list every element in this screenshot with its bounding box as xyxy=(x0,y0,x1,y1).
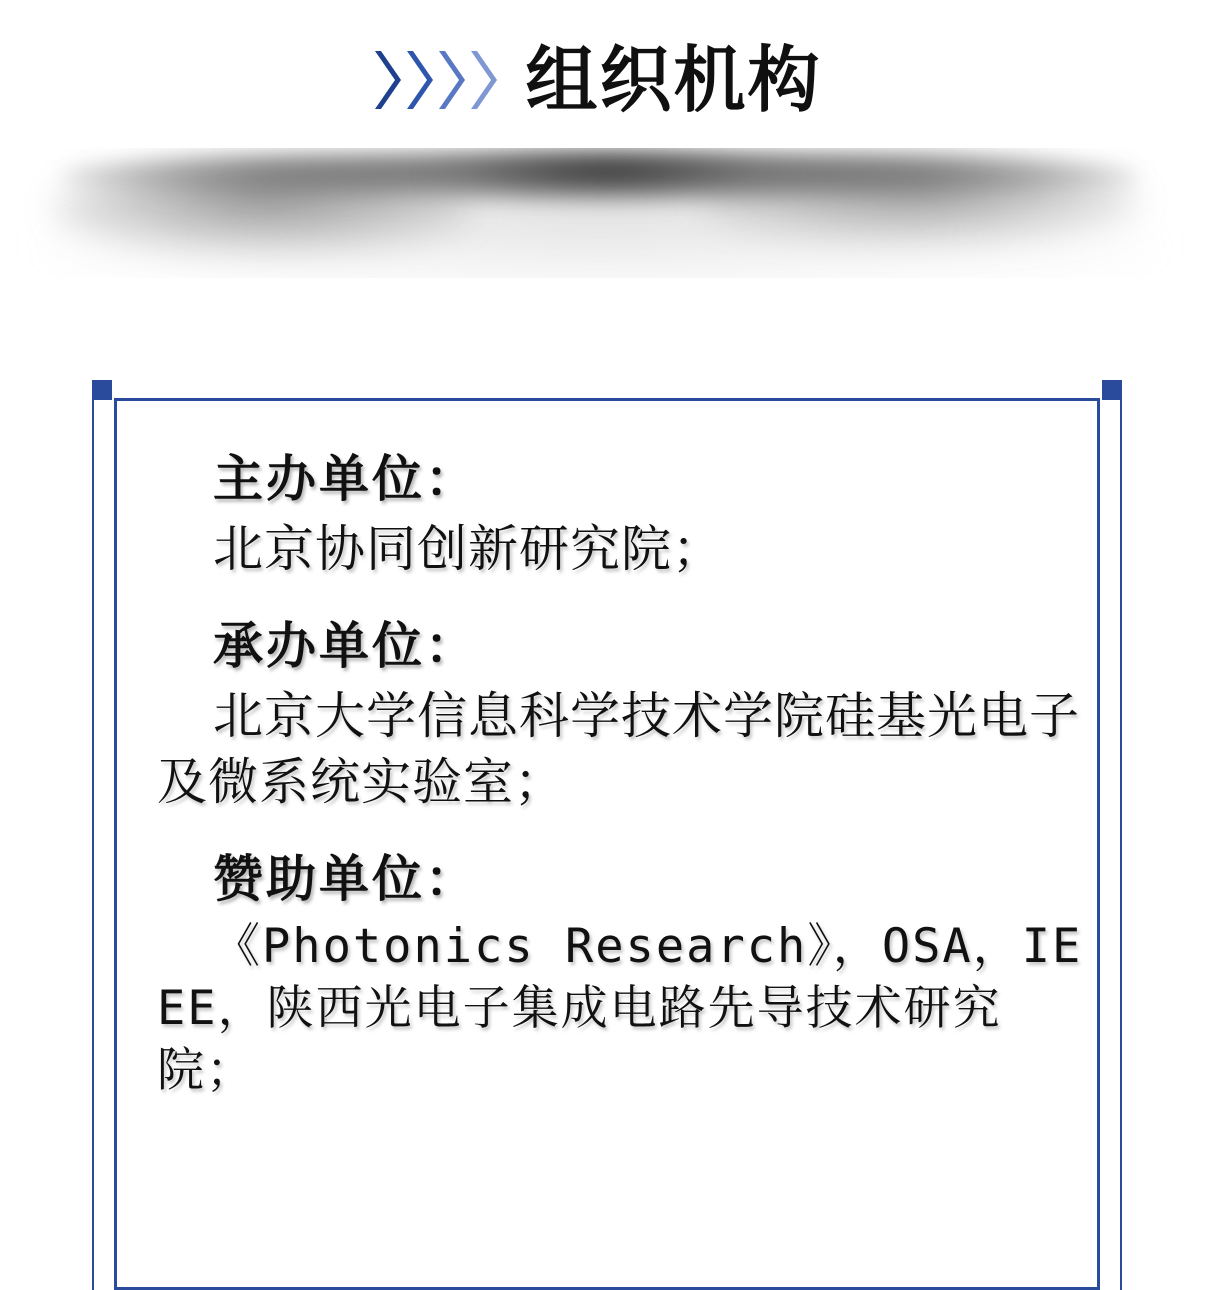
double-chevron-right-icon xyxy=(373,44,499,116)
decorative-shadow-band xyxy=(0,148,1215,278)
host-block xyxy=(157,616,1097,815)
sponsor-block xyxy=(157,849,1097,1102)
frame-inner-border xyxy=(114,398,1100,1290)
shadow-center xyxy=(430,154,790,198)
shadow-left xyxy=(52,166,472,252)
page-header xyxy=(0,0,1215,160)
organization-list xyxy=(157,449,1097,1102)
organizer-value: 北京协同创新研究院； xyxy=(213,520,723,578)
corner-marker-top-left xyxy=(92,380,112,400)
shadow-right xyxy=(700,162,1140,242)
host-label: 承办单位： xyxy=(213,617,478,675)
sponsor-label: 赞助单位： xyxy=(213,850,478,908)
shadow-fade xyxy=(40,192,1160,278)
organizer-label: 主办单位： xyxy=(213,450,478,508)
content-frame xyxy=(92,380,1122,1290)
sponsor-value: 《Photonics Research》，OSA，IEEE，陕西光电子集成电路先导技术研究院； xyxy=(157,919,1083,1099)
host-value: 北京大学信息科学技术学院硅基光电子及微系统实验室； xyxy=(157,687,1080,811)
organizer-block xyxy=(157,449,1097,582)
header-inner xyxy=(373,38,822,122)
corner-marker-top-right xyxy=(1102,380,1122,400)
page-title: 组织机构 xyxy=(525,38,822,122)
